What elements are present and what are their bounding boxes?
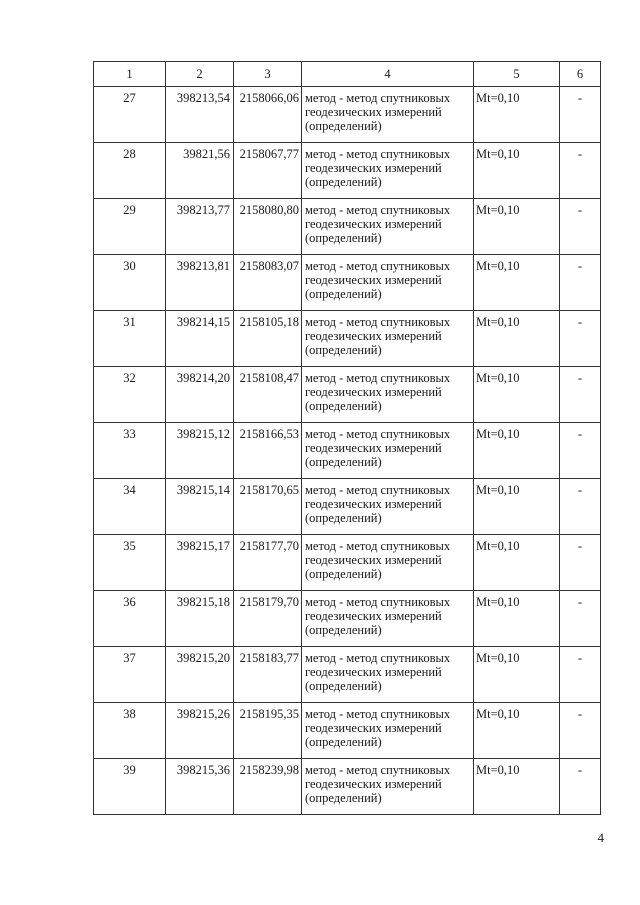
y-coordinate-cell: 2158179,70 <box>234 591 302 647</box>
method-cell: метод - метод спутниковых геодезических измерений (определений) <box>302 199 474 255</box>
point-number-cell: 33 <box>94 423 166 479</box>
note-cell: - <box>560 703 601 759</box>
method-cell: метод - метод спутниковых геодезических измерений (определений) <box>302 423 474 479</box>
x-coordinate-cell: 398215,18 <box>166 591 234 647</box>
x-coordinate-cell: 398213,81 <box>166 255 234 311</box>
point-number-cell: 27 <box>94 87 166 143</box>
table-row <box>94 479 601 535</box>
accuracy-cell: Mt=0,10 <box>474 311 560 367</box>
x-coordinate-cell: 398215,26 <box>166 703 234 759</box>
y-coordinate-cell: 2158195,35 <box>234 703 302 759</box>
method-cell: метод - метод спутниковых геодезических измерений (определений) <box>302 255 474 311</box>
point-number-cell: 34 <box>94 479 166 535</box>
note-cell: - <box>560 311 601 367</box>
point-number-cell: 31 <box>94 311 166 367</box>
note-cell: - <box>560 255 601 311</box>
note-cell: - <box>560 535 601 591</box>
note-cell: - <box>560 199 601 255</box>
table-row <box>94 87 601 143</box>
point-number-cell: 29 <box>94 199 166 255</box>
y-coordinate-cell: 2158177,70 <box>234 535 302 591</box>
method-cell: метод - метод спутниковых геодезических измерений (определений) <box>302 647 474 703</box>
point-number-cell: 36 <box>94 591 166 647</box>
method-cell: метод - метод спутниковых геодезических измерений (определений) <box>302 87 474 143</box>
point-number-cell: 37 <box>94 647 166 703</box>
x-coordinate-cell: 398215,17 <box>166 535 234 591</box>
x-coordinate-cell: 398213,77 <box>166 199 234 255</box>
note-cell: - <box>560 759 601 815</box>
y-coordinate-cell: 2158066,06 <box>234 87 302 143</box>
table-row <box>94 423 601 479</box>
accuracy-cell: Mt=0,10 <box>474 647 560 703</box>
method-cell: метод - метод спутниковых геодезических измерений (определений) <box>302 367 474 423</box>
method-cell: метод - метод спутниковых геодезических измерений (определений) <box>302 759 474 815</box>
y-coordinate-cell: 2158083,07 <box>234 255 302 311</box>
accuracy-cell: Mt=0,10 <box>474 703 560 759</box>
point-number-cell: 35 <box>94 535 166 591</box>
y-coordinate-cell: 2158239,98 <box>234 759 302 815</box>
table-row <box>94 535 601 591</box>
x-coordinate-cell: 398215,20 <box>166 647 234 703</box>
table-row <box>94 759 601 815</box>
note-cell: - <box>560 647 601 703</box>
accuracy-cell: Mt=0,10 <box>474 199 560 255</box>
table-row <box>94 703 601 759</box>
accuracy-cell: Mt=0,10 <box>474 87 560 143</box>
y-coordinate-cell: 2158105,18 <box>234 311 302 367</box>
table-row <box>94 591 601 647</box>
table-row <box>94 143 601 199</box>
page-number: 4 <box>597 830 604 845</box>
accuracy-cell: Mt=0,10 <box>474 143 560 199</box>
y-coordinate-cell: 2158166,53 <box>234 423 302 479</box>
x-coordinate-cell: 39821,56 <box>166 143 234 199</box>
y-coordinate-cell: 2158067,77 <box>234 143 302 199</box>
method-cell: метод - метод спутниковых геодезических измерений (определений) <box>302 311 474 367</box>
method-cell: метод - метод спутниковых геодезических измерений (определений) <box>302 703 474 759</box>
note-cell: - <box>560 479 601 535</box>
note-cell: - <box>560 143 601 199</box>
accuracy-cell: Mt=0,10 <box>474 535 560 591</box>
method-cell: метод - метод спутниковых геодезических измерений (определений) <box>302 143 474 199</box>
coordinates-table <box>93 61 601 815</box>
method-cell: метод - метод спутниковых геодезических измерений (определений) <box>302 535 474 591</box>
y-coordinate-cell: 2158080,80 <box>234 199 302 255</box>
x-coordinate-cell: 398215,12 <box>166 423 234 479</box>
note-cell: - <box>560 591 601 647</box>
method-cell: метод - метод спутниковых геодезических измерений (определений) <box>302 591 474 647</box>
header-cell-1: 1 <box>94 62 166 87</box>
accuracy-cell: Mt=0,10 <box>474 255 560 311</box>
point-number-cell: 28 <box>94 143 166 199</box>
accuracy-cell: Mt=0,10 <box>474 591 560 647</box>
header-row <box>94 62 601 87</box>
point-number-cell: 39 <box>94 759 166 815</box>
table-row <box>94 255 601 311</box>
table-row <box>94 367 601 423</box>
table-row <box>94 199 601 255</box>
accuracy-cell: Mt=0,10 <box>474 479 560 535</box>
header-cell-3: 3 <box>234 62 302 87</box>
point-number-cell: 32 <box>94 367 166 423</box>
accuracy-cell: Mt=0,10 <box>474 423 560 479</box>
x-coordinate-cell: 398213,54 <box>166 87 234 143</box>
y-coordinate-cell: 2158183,77 <box>234 647 302 703</box>
x-coordinate-cell: 398214,20 <box>166 367 234 423</box>
x-coordinate-cell: 398214,15 <box>166 311 234 367</box>
table-body <box>94 87 601 815</box>
table-row <box>94 311 601 367</box>
table-row <box>94 647 601 703</box>
accuracy-cell: Mt=0,10 <box>474 367 560 423</box>
accuracy-cell: Mt=0,10 <box>474 759 560 815</box>
header-cell-6: 6 <box>560 62 601 87</box>
note-cell: - <box>560 87 601 143</box>
header-cell-4: 4 <box>302 62 474 87</box>
note-cell: - <box>560 423 601 479</box>
header-cell-2: 2 <box>166 62 234 87</box>
x-coordinate-cell: 398215,14 <box>166 479 234 535</box>
point-number-cell: 38 <box>94 703 166 759</box>
note-cell: - <box>560 367 601 423</box>
y-coordinate-cell: 2158108,47 <box>234 367 302 423</box>
point-number-cell: 30 <box>94 255 166 311</box>
y-coordinate-cell: 2158170,65 <box>234 479 302 535</box>
x-coordinate-cell: 398215,36 <box>166 759 234 815</box>
method-cell: метод - метод спутниковых геодезических измерений (определений) <box>302 479 474 535</box>
header-cell-5: 5 <box>474 62 560 87</box>
